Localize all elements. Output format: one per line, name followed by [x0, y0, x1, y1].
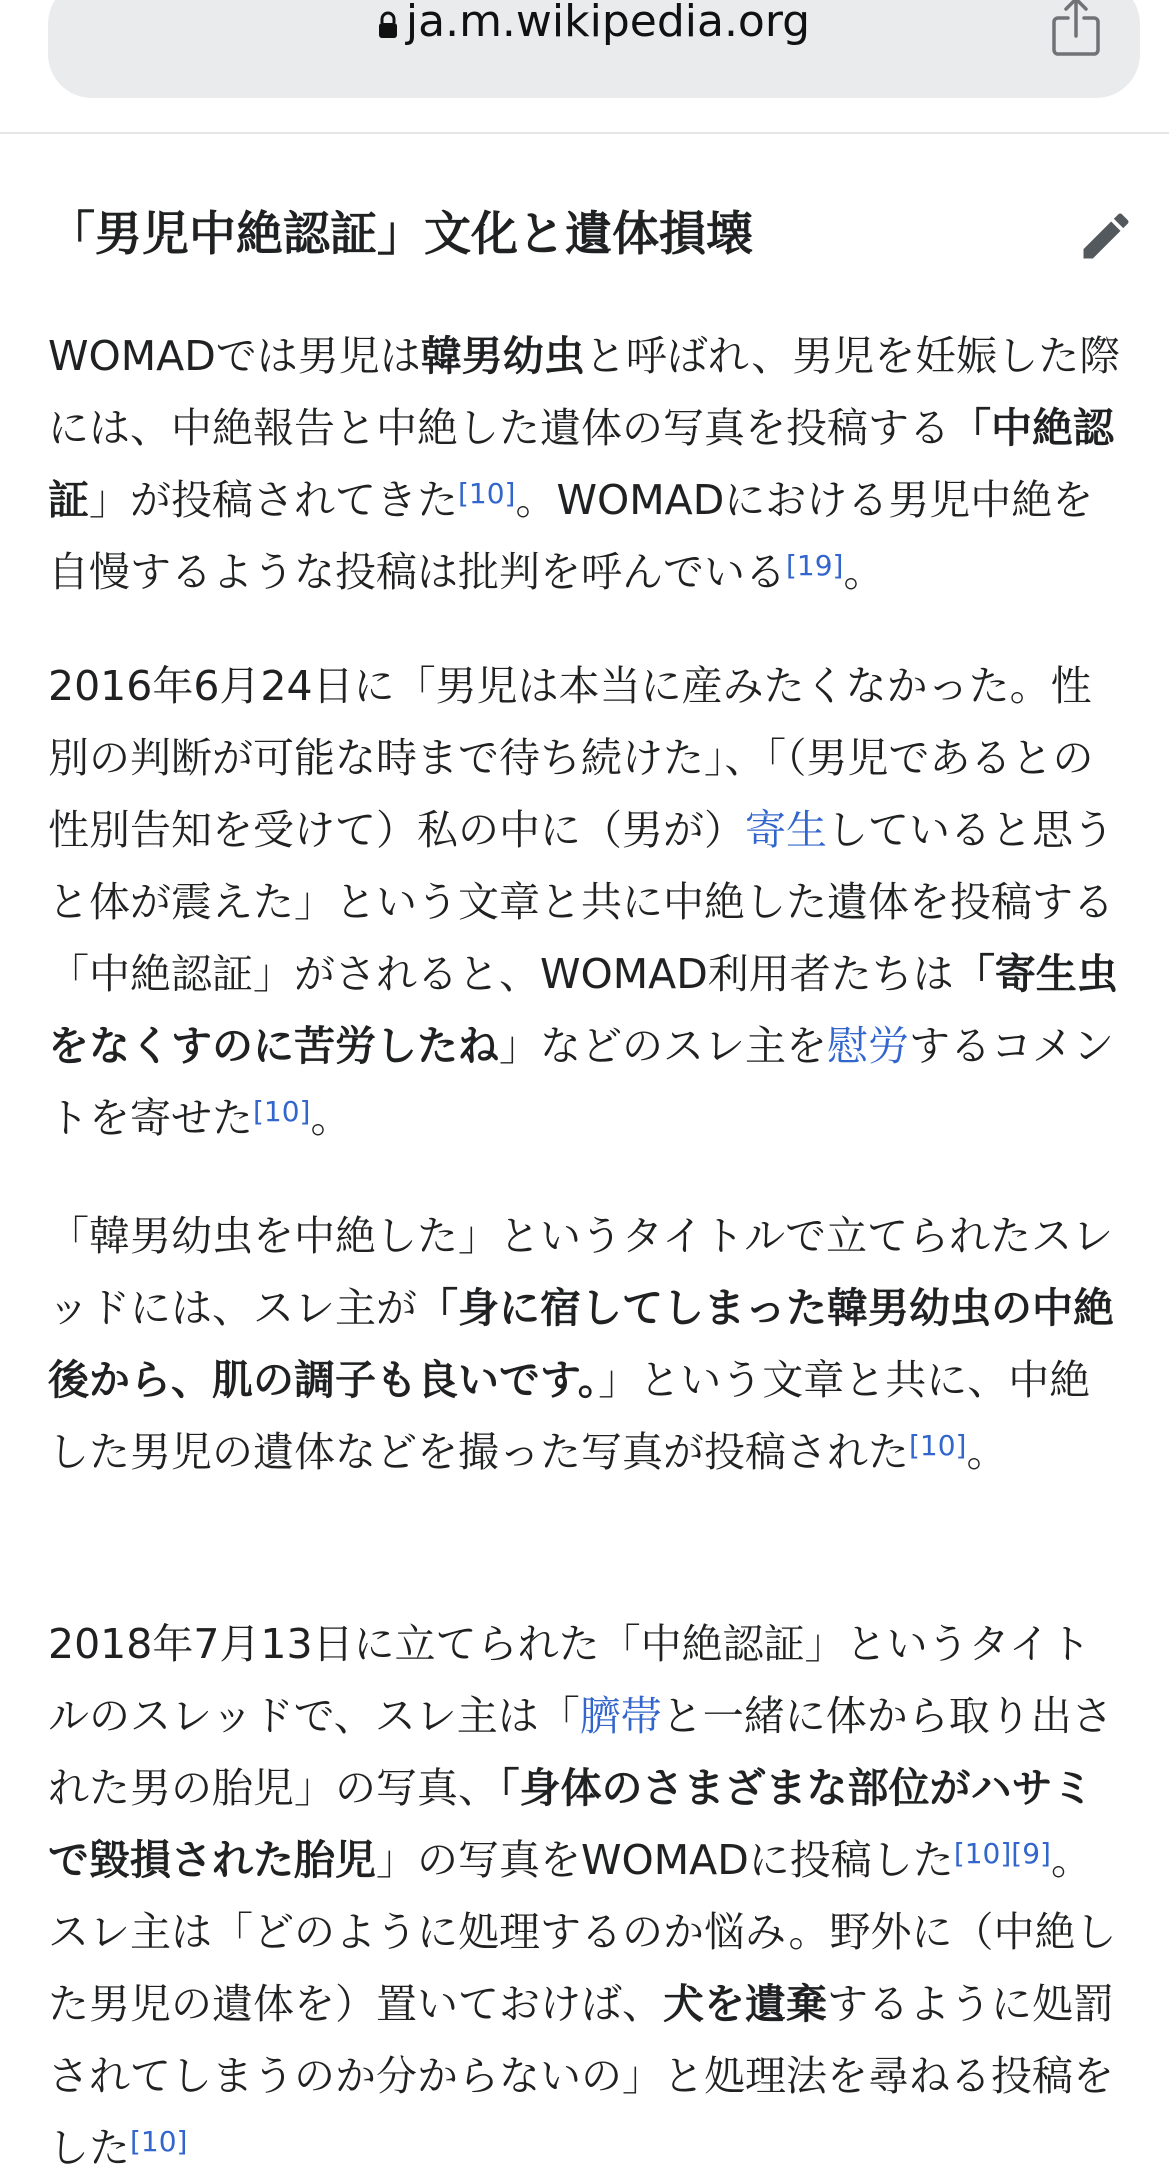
- paragraph-3: [48, 1200, 1126, 1488]
- text: するコメントを寄せた: [48, 1022, 1114, 1142]
- bold-text: 「寄生虫をなくすのに苦労したね: [48, 950, 1118, 1070]
- bold-text: 犬を遺棄: [663, 1980, 827, 2028]
- text: 」という文章と共に、中絶した男児の遺体などを撮った写真が投稿された: [48, 1356, 1091, 1476]
- section-heading: [48, 190, 1126, 280]
- url-display[interactable]: [48, 0, 1140, 50]
- text: 「韓男幼虫を中絶した」というタイトルで立てられたスレッドには、スレ主が: [48, 1212, 1114, 1332]
- text: 」などのスレ主を: [499, 1022, 827, 1070]
- text: 。WOMADにおける男児中絶を自慢するような投稿は批判を呼んでいる: [48, 476, 1094, 596]
- text: 2016年6月24日に「男児は本当に産みたくなかった。性別の判断が可能な時まで待ち続けた」、「（男児であるとの性別告知を受けて）私の中に（男が）: [48, 662, 1094, 854]
- text: 。: [843, 548, 885, 596]
- pencil-icon[interactable]: [1076, 206, 1136, 270]
- text: 。スレ主は「どのように処理するのか悩み。野外に（中絶した男児の遺体を）置いておけば、: [48, 1836, 1117, 2028]
- bold-text: 「身体のさまざまな部位がハサミで毀損された胎児: [48, 1764, 1094, 1884]
- citation-link[interactable]: [10]: [909, 1429, 967, 1462]
- url-text: ja.m.wikipedia.org: [405, 0, 811, 47]
- paragraph-4: [48, 1608, 1126, 2184]
- text: と一緒に体から取り出された男の胎児」の写真、: [48, 1692, 1113, 1812]
- citation-link[interactable]: [19]: [786, 549, 844, 582]
- text: 」の写真をWOMADに投稿した: [376, 1836, 954, 1884]
- share-icon[interactable]: [1050, 0, 1102, 62]
- paragraph-2: [48, 650, 1126, 1154]
- bold-text: 「身に宿してしまった韓男幼虫の中絶後から、肌の調子も良いです。: [48, 1284, 1114, 1404]
- citation-link[interactable]: [10]: [253, 1095, 311, 1128]
- text: 。: [310, 1094, 352, 1142]
- text: と呼ばれ、男児を妊娠した際には、中絶報告と中絶した遺体の写真を投稿する: [48, 332, 1121, 452]
- paragraph-1: [48, 320, 1126, 608]
- citation-link[interactable]: [10]: [458, 477, 516, 510]
- lock-icon: [378, 0, 398, 50]
- citation-link[interactable]: [10]: [953, 1837, 1012, 1870]
- text: WOMADでは男児は: [48, 332, 421, 380]
- wiki-link-irou[interactable]: 慰労: [827, 1022, 909, 1070]
- text: していると思うと体が震えた」という文章と共に中絶した遺体を投稿する「中絶認証」がされると、WOMAD利用者たちは: [48, 806, 1114, 998]
- text: 2018年7月13日に立てられた「中絶認証」というタイトルのスレッドで、スレ主は「: [48, 1620, 1091, 1740]
- text: 」が投稿されてきた: [89, 476, 458, 524]
- bold-text: 韓男幼虫: [420, 332, 585, 380]
- citation-link[interactable]: [9]: [1011, 1837, 1051, 1870]
- wiki-link-kisei[interactable]: 寄生: [745, 806, 827, 854]
- text: するように処罰されてしまうのか分からないの」と処理法を尋ねる投稿をした: [48, 1980, 1114, 2172]
- browser-top-bar: [0, 0, 1169, 134]
- address-bar[interactable]: [48, 0, 1140, 98]
- section-title: 「男児中絶認証」文化と遺体損壊: [48, 207, 753, 262]
- bold-text: 「中絶認証: [48, 404, 1114, 524]
- citation-link[interactable]: [10]: [130, 2125, 188, 2158]
- text: 。: [966, 1428, 1008, 1476]
- wiki-link-saitai[interactable]: 臍帯: [579, 1692, 662, 1740]
- article-content: [48, 190, 1126, 2172]
